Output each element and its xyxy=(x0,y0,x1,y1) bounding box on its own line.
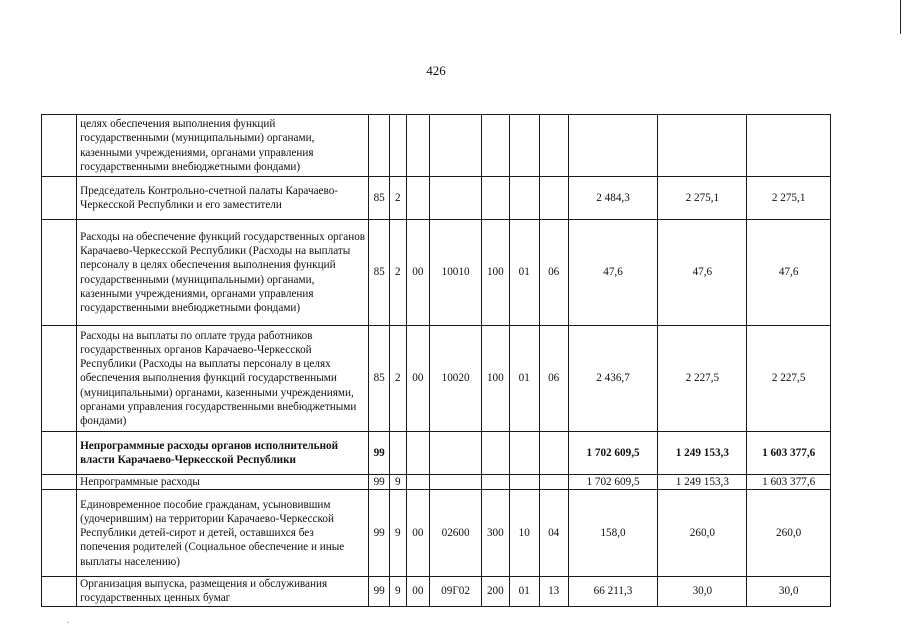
budget-code-5: 100 xyxy=(481,220,509,326)
budget-code-6: 01 xyxy=(509,577,539,606)
row-description: Председатель Контрольно-счетной палаты Карачаево-Черкесской Республики и его заместители xyxy=(77,177,369,220)
budget-code-4: 10010 xyxy=(430,220,482,326)
table-row xyxy=(42,490,831,577)
amount-year-1: 1 702 609,5 xyxy=(568,432,658,475)
amount-year-3: 1 603 377,6 xyxy=(747,475,831,490)
table-body xyxy=(42,115,831,607)
budget-code-6: 01 xyxy=(509,326,539,432)
budget-code-3: 00 xyxy=(406,577,430,606)
budget-code-2: 9 xyxy=(390,490,407,577)
budget-code-4 xyxy=(430,115,482,177)
amount-year-1: 2 484,3 xyxy=(568,177,658,220)
budget-code-3: 00 xyxy=(406,326,430,432)
amount-year-1: 1 702 609,5 xyxy=(568,475,658,490)
row-number-cell xyxy=(42,490,77,577)
budget-code-3 xyxy=(406,432,430,475)
page-number: 426 xyxy=(426,63,446,78)
amount-year-3: 47,6 xyxy=(747,220,831,326)
row-description: Непрограммные расходы органов исполнительной власти Карачаево-Черкесской Республики xyxy=(77,432,369,475)
budget-code-4 xyxy=(430,432,482,475)
budget-code-3 xyxy=(406,475,430,490)
budget-code-4: 02600 xyxy=(430,490,482,577)
budget-code-7 xyxy=(539,432,568,475)
amount-year-2: 1 249 153,3 xyxy=(658,475,747,490)
amount-year-1: 66 211,3 xyxy=(568,577,658,606)
budget-code-3 xyxy=(406,115,430,177)
budget-code-2: 2 xyxy=(390,177,407,220)
budget-code-1: 85 xyxy=(369,177,390,220)
budget-code-2: 2 xyxy=(390,326,407,432)
row-number-cell xyxy=(42,220,77,326)
row-number-cell xyxy=(42,115,77,177)
budget-code-1 xyxy=(369,115,390,177)
budget-code-7: 13 xyxy=(539,577,568,606)
budget-code-4 xyxy=(430,177,482,220)
amount-year-1: 158,0 xyxy=(568,490,658,577)
amount-year-3: 2 227,5 xyxy=(747,326,831,432)
amount-year-2: 2 275,1 xyxy=(658,177,747,220)
budget-code-1: 99 xyxy=(369,490,390,577)
budget-code-7: 06 xyxy=(539,220,568,326)
budget-code-6 xyxy=(509,177,539,220)
amount-year-3 xyxy=(747,115,831,177)
scan-edge-line xyxy=(900,0,901,34)
row-description: Единовременное пособие гражданам, усыновившим (удочерившим) на территории Карачаево-Черкесской Республики детей-сирот и детей, оставшихся без попечения родителей (Социальное обеспечение и иные выплаты населению) xyxy=(77,490,369,577)
budget-code-1: 85 xyxy=(369,220,390,326)
budget-code-5: 100 xyxy=(481,326,509,432)
budget-code-6 xyxy=(509,115,539,177)
table-row xyxy=(42,475,831,490)
budget-code-3: 00 xyxy=(406,220,430,326)
amount-year-1: 2 436,7 xyxy=(568,326,658,432)
amount-year-2: 2 227,5 xyxy=(658,326,747,432)
amount-year-3: 260,0 xyxy=(747,490,831,577)
budget-code-2 xyxy=(390,115,407,177)
row-number-cell xyxy=(42,326,77,432)
budget-code-4: 10020 xyxy=(430,326,482,432)
scan-speck xyxy=(67,622,69,623)
budget-code-3 xyxy=(406,177,430,220)
amount-year-2: 47,6 xyxy=(658,220,747,326)
table-row xyxy=(42,177,831,220)
row-description: Непрограммные расходы xyxy=(77,475,369,490)
amount-year-3: 2 275,1 xyxy=(747,177,831,220)
table-row xyxy=(42,432,831,475)
amount-year-2: 30,0 xyxy=(658,577,747,606)
table-row xyxy=(42,220,831,326)
budget-code-5 xyxy=(481,177,509,220)
budget-code-1: 99 xyxy=(369,475,390,490)
budget-code-1: 99 xyxy=(369,577,390,606)
budget-code-7: 04 xyxy=(539,490,568,577)
row-number-cell xyxy=(42,475,77,490)
budget-code-1: 85 xyxy=(369,326,390,432)
amount-year-2: 260,0 xyxy=(658,490,747,577)
budget-code-7 xyxy=(539,115,568,177)
amount-year-3: 1 603 377,6 xyxy=(747,432,831,475)
budget-code-4 xyxy=(430,475,482,490)
budget-code-2: 2 xyxy=(390,220,407,326)
budget-code-6 xyxy=(509,432,539,475)
row-description: Организация выпуска, размещения и обслуживания государственных ценных бумаг xyxy=(77,577,369,606)
table-row xyxy=(42,115,831,177)
budget-code-2: 9 xyxy=(390,577,407,606)
table-row xyxy=(42,326,831,432)
amount-year-2: 1 249 153,3 xyxy=(658,432,747,475)
budget-code-2: 9 xyxy=(390,475,407,490)
amount-year-2 xyxy=(658,115,747,177)
table-row xyxy=(42,577,831,606)
budget-code-7: 06 xyxy=(539,326,568,432)
amount-year-3: 30,0 xyxy=(747,577,831,606)
budget-code-6 xyxy=(509,475,539,490)
amount-year-1 xyxy=(568,115,658,177)
budget-code-7 xyxy=(539,177,568,220)
row-description: целях обеспечения выполнения функций государственными (муниципальными) органами, казенными учреждениями, органами управления государственными внебюджетными фондами) xyxy=(77,115,369,177)
budget-code-5 xyxy=(481,475,509,490)
budget-code-5 xyxy=(481,432,509,475)
budget-code-2 xyxy=(390,432,407,475)
row-description: Расходы на выплаты по оплате труда работников государственных органов Карачаево-Черкесской Республики (Расходы на выплаты персоналу в целях обеспечения выполнения функций государственными (муниципальными) органами, казенными учреждениями, органами управления государственными внебюджетными фондами) xyxy=(77,326,369,432)
budget-code-5: 200 xyxy=(481,577,509,606)
budget-code-1: 99 xyxy=(369,432,390,475)
row-number-cell xyxy=(42,177,77,220)
row-number-cell xyxy=(42,432,77,475)
budget-code-4: 09Г02 xyxy=(430,577,482,606)
row-description: Расходы на обеспечение функций государственных органов Карачаево-Черкесской Республики (Расходы на выплаты персоналу в целях обеспечения выполнения функций государственными (муниципальными) органами, казенными учреждениями, органами управления государственными внебюджетными фондами) xyxy=(77,220,369,326)
budget-code-6: 01 xyxy=(509,220,539,326)
row-number-cell xyxy=(42,577,77,606)
budget-code-6: 10 xyxy=(509,490,539,577)
budget-code-7 xyxy=(539,475,568,490)
amount-year-1: 47,6 xyxy=(568,220,658,326)
budget-code-3: 00 xyxy=(406,490,430,577)
budget-code-5 xyxy=(481,115,509,177)
budget-code-5: 300 xyxy=(481,490,509,577)
budget-table xyxy=(41,114,831,607)
